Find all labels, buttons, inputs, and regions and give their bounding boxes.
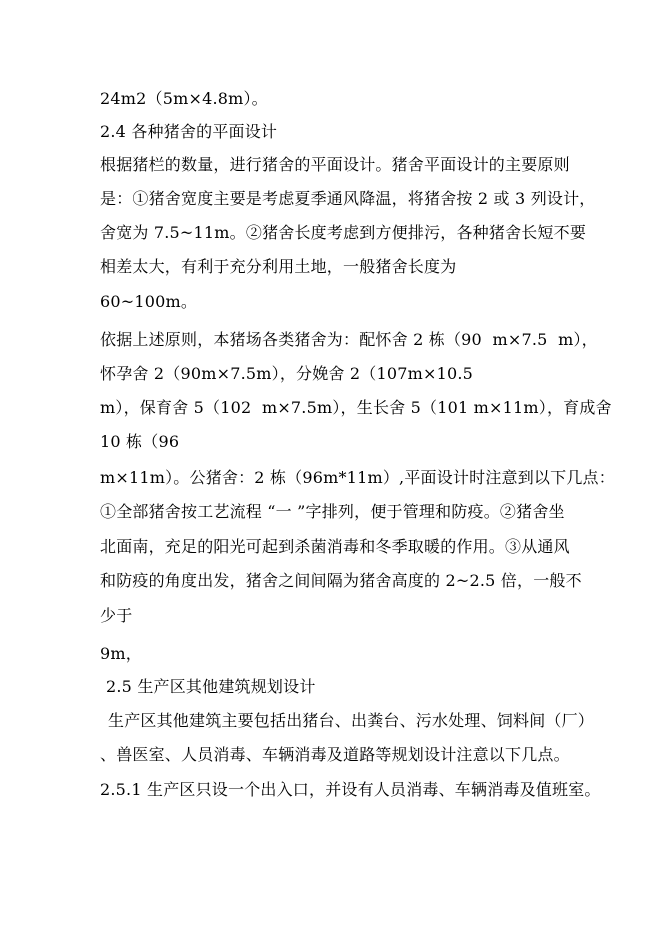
section-heading-2-5: 2.5 生产区其他建筑规划设计 (106, 677, 316, 696)
text-line-3: 根据猪栏的数量，进行猪舍的平面设计。猪舍平面设计的主要原则 (100, 155, 570, 174)
text-line-21: 2.5.1 生产区只设一个出入口，并设有人员消毒、车辆消毒及值班室。 (100, 780, 601, 799)
text-line-1: 24m2（5m×4.8m）。 (100, 89, 268, 108)
text-line-14: 北面南，充足的阳光可起到杀菌消毒和冬季取暖的作用。③从通风 (100, 537, 570, 556)
text-line-17: 9m， (100, 644, 142, 663)
text-line-6: 相差太大，有利于充分利用土地，一般猪舍长度为 (100, 257, 457, 276)
text-line-19: 生产区其他建筑主要包括出猪台、出粪台、污水处理、饲料间（厂） (108, 711, 595, 730)
text-line-13: ①全部猪舍按工艺流程 “一 ”字排列，便于管理和防疫。②猪舍坐 (100, 502, 565, 521)
text-line-9: 怀孕舍 2（90m×7.5m），分娩舍 2（107m×10.5 (100, 364, 474, 383)
text-line-12: m×11m）。公猪舍：2 栋（96m*11m）,平面设计时注意到以下几点： (100, 468, 615, 487)
text-line-16: 少于 (100, 606, 133, 625)
text-line-20: 、兽医室、人员消毒、车辆消毒及道路等规划设计注意以下几点。 (100, 745, 570, 764)
text-line-7: 60~100m。 (100, 292, 198, 311)
text-line-8: 依据上述原则，本猪场各类猪舍为：配怀舍 2 栋（90 m×7.5 m）， (100, 330, 598, 349)
text-line-5: 舍宽为 7.5~11m。②猪舍长度考虑到方便排污，各种猪舍长短不要 (100, 223, 587, 242)
text-line-10: m），保育舍 5（102 m×7.5m），生长舍 5（101 m×11m），育成舍 (100, 398, 612, 417)
text-line-15: 和防疫的角度出发，猪舍之间间隔为猪舍高度的 2~2.5 倍，一般不 (100, 571, 582, 590)
section-heading-2-4: 2.4 各种猪舍的平面设计 (100, 122, 278, 141)
text-line-4: 是：①猪舍宽度主要是考虑夏季通风降温，将猪舍按 2 或 3 列设计， (100, 189, 596, 208)
text-line-11: 10 栋（96 (100, 432, 180, 451)
